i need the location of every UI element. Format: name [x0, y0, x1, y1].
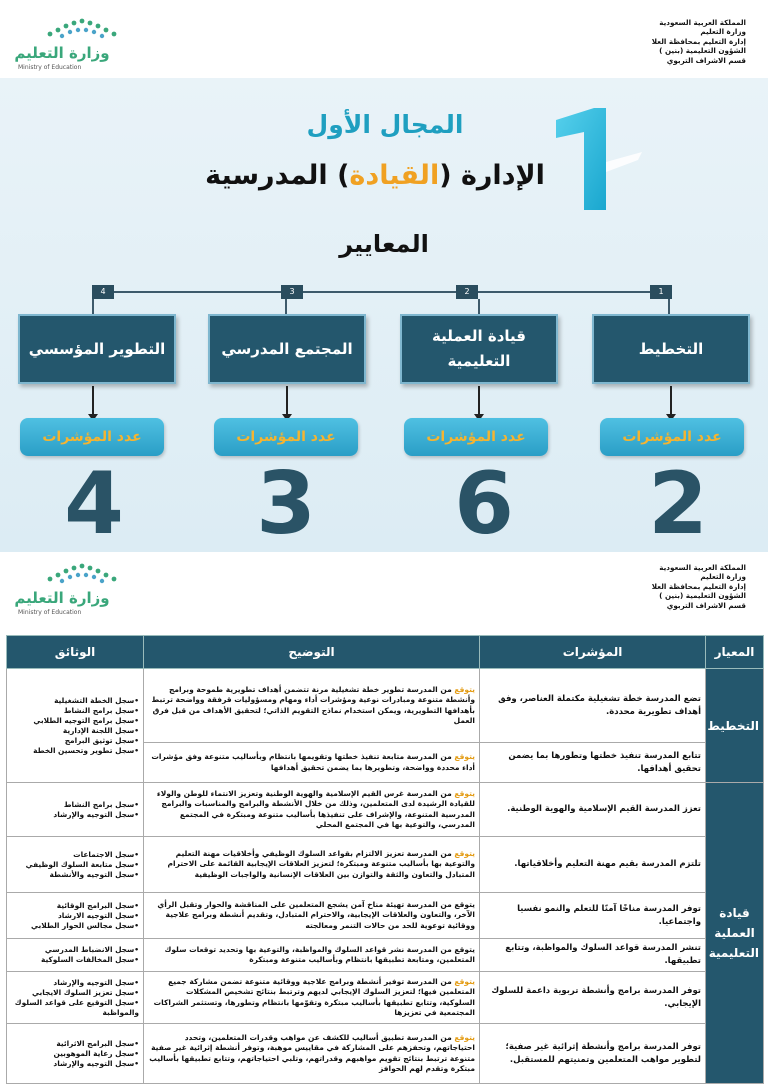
domain-box-school-community: المجتمع المدرسي — [208, 314, 366, 384]
count-label: عدد المؤشرات — [600, 418, 744, 456]
documents-cell — [7, 837, 144, 893]
org-line: وزارة التعليم — [700, 27, 746, 37]
field-subtitle — [180, 160, 570, 191]
table-row — [7, 783, 764, 837]
document-item: •سجل التوجيه والأنشطة — [49, 869, 139, 879]
indicator-count: 2 — [648, 454, 708, 554]
domain-box-leading-education: قيادة العملية التعليمية — [400, 314, 558, 384]
keyword: يتوقع — [454, 848, 475, 858]
explanation-cell — [144, 783, 480, 837]
indicator-count: 6 — [454, 454, 514, 554]
field-sub-post: ) المدرسية — [205, 160, 350, 191]
col-explanation: التوضيح — [144, 636, 480, 669]
logo-dots-icon — [42, 563, 122, 585]
org-line: قسم الاشراف التربوي — [666, 55, 746, 65]
standard-cell: التخطيط — [706, 669, 764, 783]
page-header — [0, 10, 768, 80]
document-item: •سجل برامج النشاط — [63, 705, 139, 715]
field-title: المجال الأول — [306, 110, 464, 139]
document-item: •سجل التوجيه الارشاد — [58, 910, 139, 920]
indicator-cell: توفر المدرسة برامج وأنشطة إثرائية غير صفية؛ لتطوير مواهب المتعلمين وتمنيتهم للمستقبل. — [480, 1024, 706, 1084]
standards-title: المعايير — [339, 230, 429, 258]
keyword: يتوقع — [454, 684, 475, 694]
documents-cell — [7, 893, 144, 939]
keyword: يتوقع — [454, 976, 475, 986]
field-sub-pre: الإدارة ( — [439, 160, 545, 191]
domain-box-institutional-development: التطوير المؤسسي — [18, 314, 176, 384]
standards-table — [6, 635, 764, 1084]
arrow-down — [478, 386, 480, 416]
infographic-panel — [0, 78, 768, 552]
explanation-cell — [144, 837, 480, 893]
timeline-line — [104, 291, 662, 293]
table-header-row — [7, 636, 764, 669]
count-label: عدد المؤشرات — [214, 418, 358, 456]
document-item: •سجل اللجنة الإدارية — [62, 725, 139, 735]
indicator-cell: توفر المدرسة مناخًا آمنًا للتعلم والنمو نفسيا واجتماعيا. — [480, 893, 706, 939]
table-row — [7, 893, 764, 939]
ministry-logo — [14, 563, 124, 623]
indicator-cell: تضع المدرسة خطة تشغيلية مكتملة العناصر، وفق أهداف تطويرية محددة. — [480, 669, 706, 743]
explanation-text: من المدرسة تعزيز الالتزام بقواعد السلوك الوظيفي وأخلاقيات مهنة التعليم والتوعية بها بأساليب متنوعة ومبتكرة؛ لتعزيز العلاقات الإيجابية القائمة على الاحترام المتبادل والتعاون والثقة والتوازن بين العلاقات الإنسانية والواجبات الوظيفية — [167, 848, 475, 879]
table-row — [7, 939, 764, 972]
explanation-cell — [144, 743, 480, 783]
explanation-text: من المدرسة تطوير خطة تشغيلية مرنة تتضمن أهداف تطويرية طموحة وبرامج وأنشطة متنوعة ومبادرات نوعية ومؤشرات أداء ومهام ومسؤوليات قرفقة وواضحة ترتبط بأهدافها التطويرية، ويمكن استخدام نماذج التقويم الذاتي؛ لتحقيق الأهداف من قبل فرق العمل — [151, 684, 475, 725]
timeline-drop — [478, 299, 480, 314]
logo-text: وزارة التعليم — [14, 44, 110, 62]
document-item: •سجل مجالس الحوار الطلابي — [31, 920, 139, 930]
document-item: •سجل الاجتماعات — [73, 849, 139, 859]
table-row — [7, 669, 764, 743]
timeline-number: 3 — [281, 285, 303, 299]
document-item: •سجل برامج التوجيه الطلابي — [33, 715, 139, 725]
keyword: يتوقع — [454, 1032, 475, 1042]
table-row — [7, 1024, 764, 1084]
col-standard: المعيار — [706, 636, 764, 669]
indicator-cell: تلتزم المدرسة بقيم مهنة التعليم وأخلاقياتها. — [480, 837, 706, 893]
timeline-drop — [92, 299, 94, 314]
explanation-text: يتوقع من المدرسة تهيئة مناخ آمن يشجع المتعلمين على المناقشة والحوار وتقبل الرأي الآخر، والتعاون والعلاقات الإيجابية، والاحترام المتبادل، وتقديم أنشطة وبرامج علاجية ووقائية توعوية للحد من حالات التنمر ومعالجته — [157, 899, 475, 930]
org-line: الشؤون التعليمية (بنين ) — [659, 591, 746, 601]
document-item: •سجل المخالفات السلوكية — [41, 955, 139, 964]
org-line: المملكة العربية السعودية — [659, 563, 746, 572]
organization-block — [576, 563, 746, 610]
document-item: •سجل الانضباط المدرسي — [44, 945, 139, 954]
logo-text: وزارة التعليم — [14, 589, 110, 607]
indicator-cell: توفر المدرسة برامج وأنشطة تربوية داعمة للسلوك الإيجابي. — [480, 972, 706, 1024]
document-item: •سجل التوجيه والإرشاد — [53, 1058, 139, 1068]
big-number-one — [546, 102, 646, 212]
document-item: •سجل متابعة السلوك الوظيفي — [25, 859, 139, 869]
documents-cell — [7, 783, 144, 837]
indicator-cell: تنشر المدرسة قواعد السلوك والمواظبة، وتتابع تطبيقها. — [480, 939, 706, 972]
timeline-drop — [668, 299, 670, 314]
document-item: •سجل التوجيه والإرشاد — [53, 809, 139, 819]
org-line: إدارة التعليم بمحافظة العلا — [651, 36, 746, 46]
document-item: •سجل الخطة التشغيلية — [54, 695, 139, 705]
document-item: •سجل تعزيز السلوك الايجابي — [32, 987, 139, 997]
explanation-text: يتوقع من المدرسة نشر قواعد السلوك والمواظبة، والتوعية بها وتحديد توقعات سلوك المتعلمين، ومتابعة تطبيقها بانتظام وبأساليب متنوعة ومبتكرة — [164, 944, 475, 964]
col-documents: الوثائق — [7, 636, 144, 669]
documents-cell — [7, 669, 144, 783]
keyword: يتوقع — [454, 788, 475, 798]
indicator-cell: تعزز المدرسة القيم الإسلامية والهوية الوطنية. — [480, 783, 706, 837]
field-sub-highlight: القيادة — [349, 160, 440, 191]
timeline-number: 2 — [456, 285, 478, 299]
document-item: •سجل التوجيه والإرشاد — [53, 977, 139, 987]
timeline-number: 4 — [92, 285, 114, 299]
timeline-number: 1 — [650, 285, 672, 299]
keyword: يتوقع — [454, 752, 475, 761]
org-line: وزارة التعليم — [700, 572, 746, 582]
logo-subtitle: Ministry of Education — [18, 609, 82, 616]
organization-block — [576, 18, 746, 65]
documents-cell — [7, 939, 144, 972]
org-line: إدارة التعليم بمحافظة العلا — [651, 581, 746, 591]
explanation-text: من المدرسة غرس القيم الإسلامية والهوية الوطنية وتعزيز الانتماء للوطن والولاء للقيادة الرشيدة لدى المتعلمين، وذلك من خلال الأنشطة والبرامج والمناسبات والبرامج المدرسية المتنوعة، والإشراف على تنفيذها بأساليب متنوعة ومبتكرة في المجتمع المدرسي، والتوعية بها في المجتمع المحلي — [156, 788, 475, 829]
explanation-cell — [144, 972, 480, 1024]
explanation-text: من المدرسة تطبيق أساليب للكشف عن مواهب وقدرات المتعلمين، وتحدد احتياجاتهم، وتحفزهم على المشاركة في مقاييس موهبة، وتوفر أنشطة إثرائية غير صفية متنوعة ترتبط بنتائج تقويم مواهبهم وقدراتهم، وتلبي احتياجاتهم، وتتابع تطبيقها بأساليب مبتكرة وتقدم لهم الحوافز — [149, 1032, 475, 1073]
indicator-cell: تتابع المدرسة تنفيذ خطتها وتطورها بما يضمن تحقيق أهدافها. — [480, 743, 706, 783]
documents-cell — [7, 1024, 144, 1084]
domain-box-planning: التخطيط — [592, 314, 750, 384]
explanation-cell — [144, 669, 480, 743]
indicator-count: 3 — [256, 454, 316, 554]
document-item: •سجل التوقيع على قواعد السلوك والمواظبة — [14, 997, 139, 1017]
org-line: قسم الاشراف التربوي — [666, 600, 746, 610]
explanation-text: من المدرسة توفير أنشطة وبرامج علاجية ووقائية متنوعة تضمن مشاركة جميع المتعلمين فيها؛ لتعزيز السلوك الإيجابي لديهم وترتبط بنتائج تشخيص المشكلات السلوكية، وتتابع تطبيقها بأساليب مبتكرة وتقوّمها بانتظام وتطورها، وتستثمر الشراكات المجتمعية في تعزيزها — [153, 976, 475, 1017]
org-line: المملكة العربية السعودية — [659, 18, 746, 27]
table-row — [7, 837, 764, 893]
document-item: •سجل رعاية الموهوبين — [53, 1048, 139, 1058]
document-item: •سجل برامج النشاط — [63, 799, 139, 809]
count-label: عدد المؤشرات — [20, 418, 164, 456]
logo-subtitle: Ministry of Education — [18, 64, 82, 71]
timeline-drop — [285, 299, 287, 314]
document-item: •سجل البرامج الوقائية — [56, 900, 139, 910]
count-label: عدد المؤشرات — [404, 418, 548, 456]
logo-dots-icon — [42, 18, 122, 40]
explanation-cell — [144, 1024, 480, 1084]
indicator-count: 4 — [64, 454, 124, 554]
page-header-repeat — [0, 555, 768, 625]
document-item: •سجل تطوير وتحسين الخطة — [33, 745, 139, 755]
explanation-cell — [144, 939, 480, 972]
explanation-cell — [144, 893, 480, 939]
standard-cell: قيادة العملية التعليمية — [706, 783, 764, 1084]
arrow-down — [670, 386, 672, 416]
col-indicators: المؤشرات — [480, 636, 706, 669]
table-row — [7, 972, 764, 1024]
document-item: •سجل توثيق البرامج — [64, 735, 139, 745]
ministry-logo — [14, 18, 124, 78]
documents-cell — [7, 972, 144, 1024]
document-item: •سجل البرامج الاثرائية — [56, 1038, 139, 1048]
arrow-down — [92, 386, 94, 416]
explanation-text: من المدرسة متابعة تنفيذ خطتها وتقويمها بانتظام وبأساليب متنوعة وفق مؤشرات أداء محددة وواضحة، وتطويرها بما يضمن تحقيق أهدافها — [151, 752, 475, 772]
arrow-down — [286, 386, 288, 416]
org-line: الشؤون التعليمية (بنين ) — [659, 46, 746, 56]
